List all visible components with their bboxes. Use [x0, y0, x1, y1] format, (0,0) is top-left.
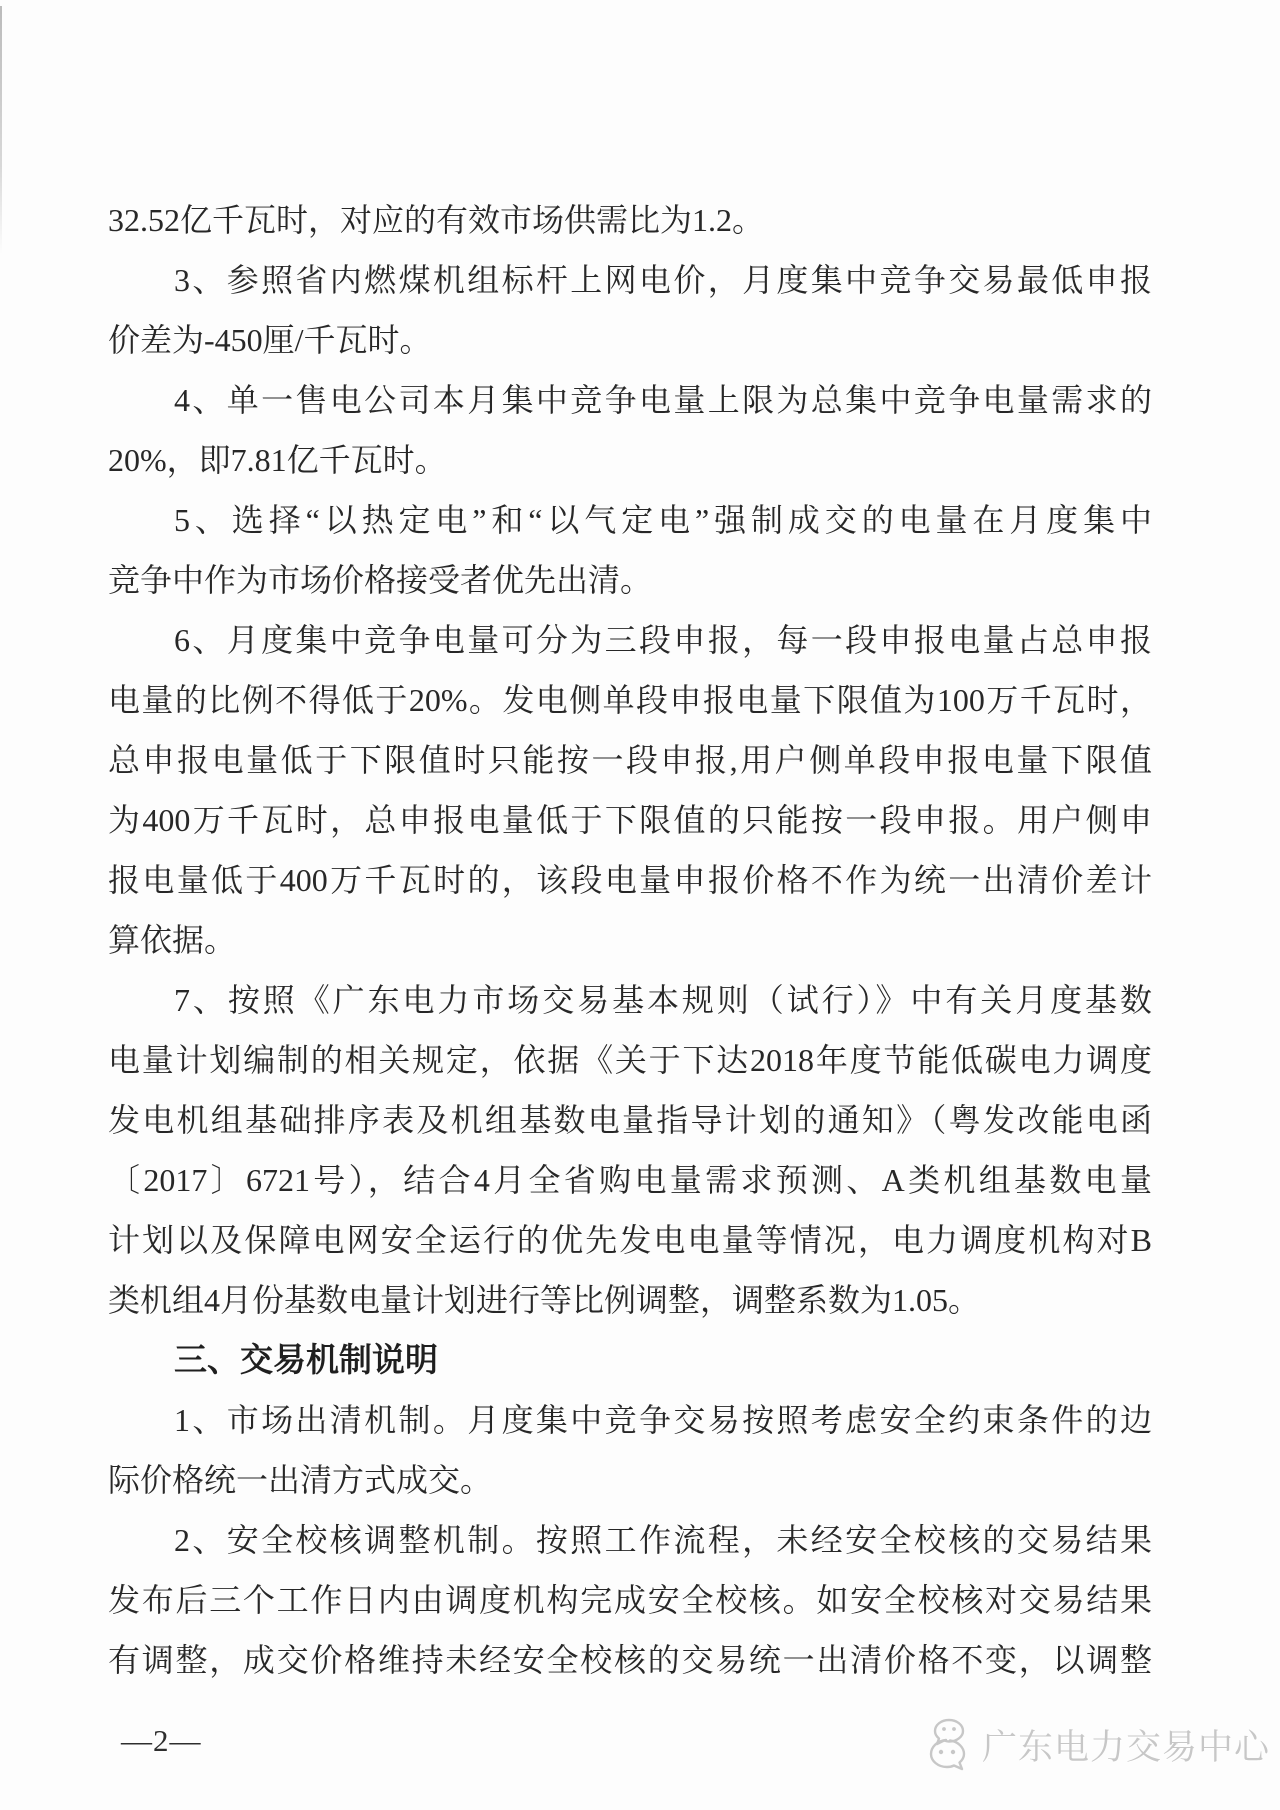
text-line: 计划以及保障电网安全运行的优先发电电量等情况，电力调度机构对B	[108, 1222, 1152, 1258]
text-line: 6、月度集中竞争电量可分为三段申报，每一段申报电量占总申报	[174, 622, 1152, 658]
text-line: 发电机组基础排序表及机组基数电量指导计划的通知》（粤发改能电函	[108, 1102, 1152, 1138]
text-line: 20%，即7.81亿千瓦时。	[108, 442, 447, 478]
text-line: 〔2017〕6721号），结合4月全省购电量需求预测、A类机组基数电量	[108, 1162, 1152, 1198]
text-line: 有调整，成交价格维持未经安全校核的交易统一出清价格不变，以调整	[108, 1642, 1152, 1678]
text-line: 竞争中作为市场价格接受者优先出清。	[108, 562, 653, 598]
watermark	[920, 1714, 1270, 1776]
text-line: 报电量低于400万千瓦时的，该段电量申报价格不作为统一出清价差计	[108, 862, 1152, 898]
wechat-icon	[920, 1714, 976, 1776]
watermark-text: 广东电力交易中心	[982, 1728, 1271, 1767]
text-line: 2、安全校核调整机制。按照工作流程，未经安全校核的交易结果	[174, 1522, 1152, 1558]
text-line: 际价格统一出清方式成交。	[108, 1462, 493, 1498]
text-line: 电量的比例不得低于20%。发电侧单段申报电量下限值为100万千瓦时，	[108, 682, 1152, 718]
text-line: 7、按照《广东电力市场交易基本规则（试行）》中有关月度基数	[174, 982, 1152, 1018]
text-line: 价差为-450厘/千瓦时。	[108, 322, 432, 358]
text-line: 总申报电量低于下限值时只能按一段申报,用户侧单段申报电量下限值	[108, 742, 1152, 778]
text-line: 发布后三个工作日内由调度机构完成安全校核。如安全校核对交易结果	[108, 1582, 1152, 1618]
text-line: 为400万千瓦时，总申报电量低于下限值的只能按一段申报。用户侧申	[108, 802, 1152, 838]
text-line: 4、单一售电公司本月集中竞争电量上限为总集中竞争电量需求的	[174, 382, 1152, 418]
text-line: 类机组4月份基数电量计划进行等比例调整，调整系数为1.05。	[108, 1282, 981, 1318]
document-text	[108, 190, 1152, 1690]
text-line: 32.52亿千瓦时，对应的有效市场供需比为1.2。	[108, 202, 765, 238]
text-line: 电量计划编制的相关规定，依据《关于下达2018年度节能低碳电力调度	[108, 1042, 1152, 1078]
text-line: 5、选择“以热定电”和“以气定电”强制成交的电量在月度集中	[174, 502, 1152, 538]
text-line: 算依据。	[108, 922, 237, 958]
text-line: 3、参照省内燃煤机组标杆上网电价，月度集中竞争交易最低申报	[174, 262, 1152, 298]
page-number: —2—	[121, 1723, 202, 1758]
section-heading: 三、交易机制说明	[174, 1341, 438, 1378]
text-line: 1、市场出清机制。月度集中竞争交易按照考虑安全约束条件的边	[174, 1402, 1152, 1438]
scan-edge-artifact	[0, 6, 2, 254]
